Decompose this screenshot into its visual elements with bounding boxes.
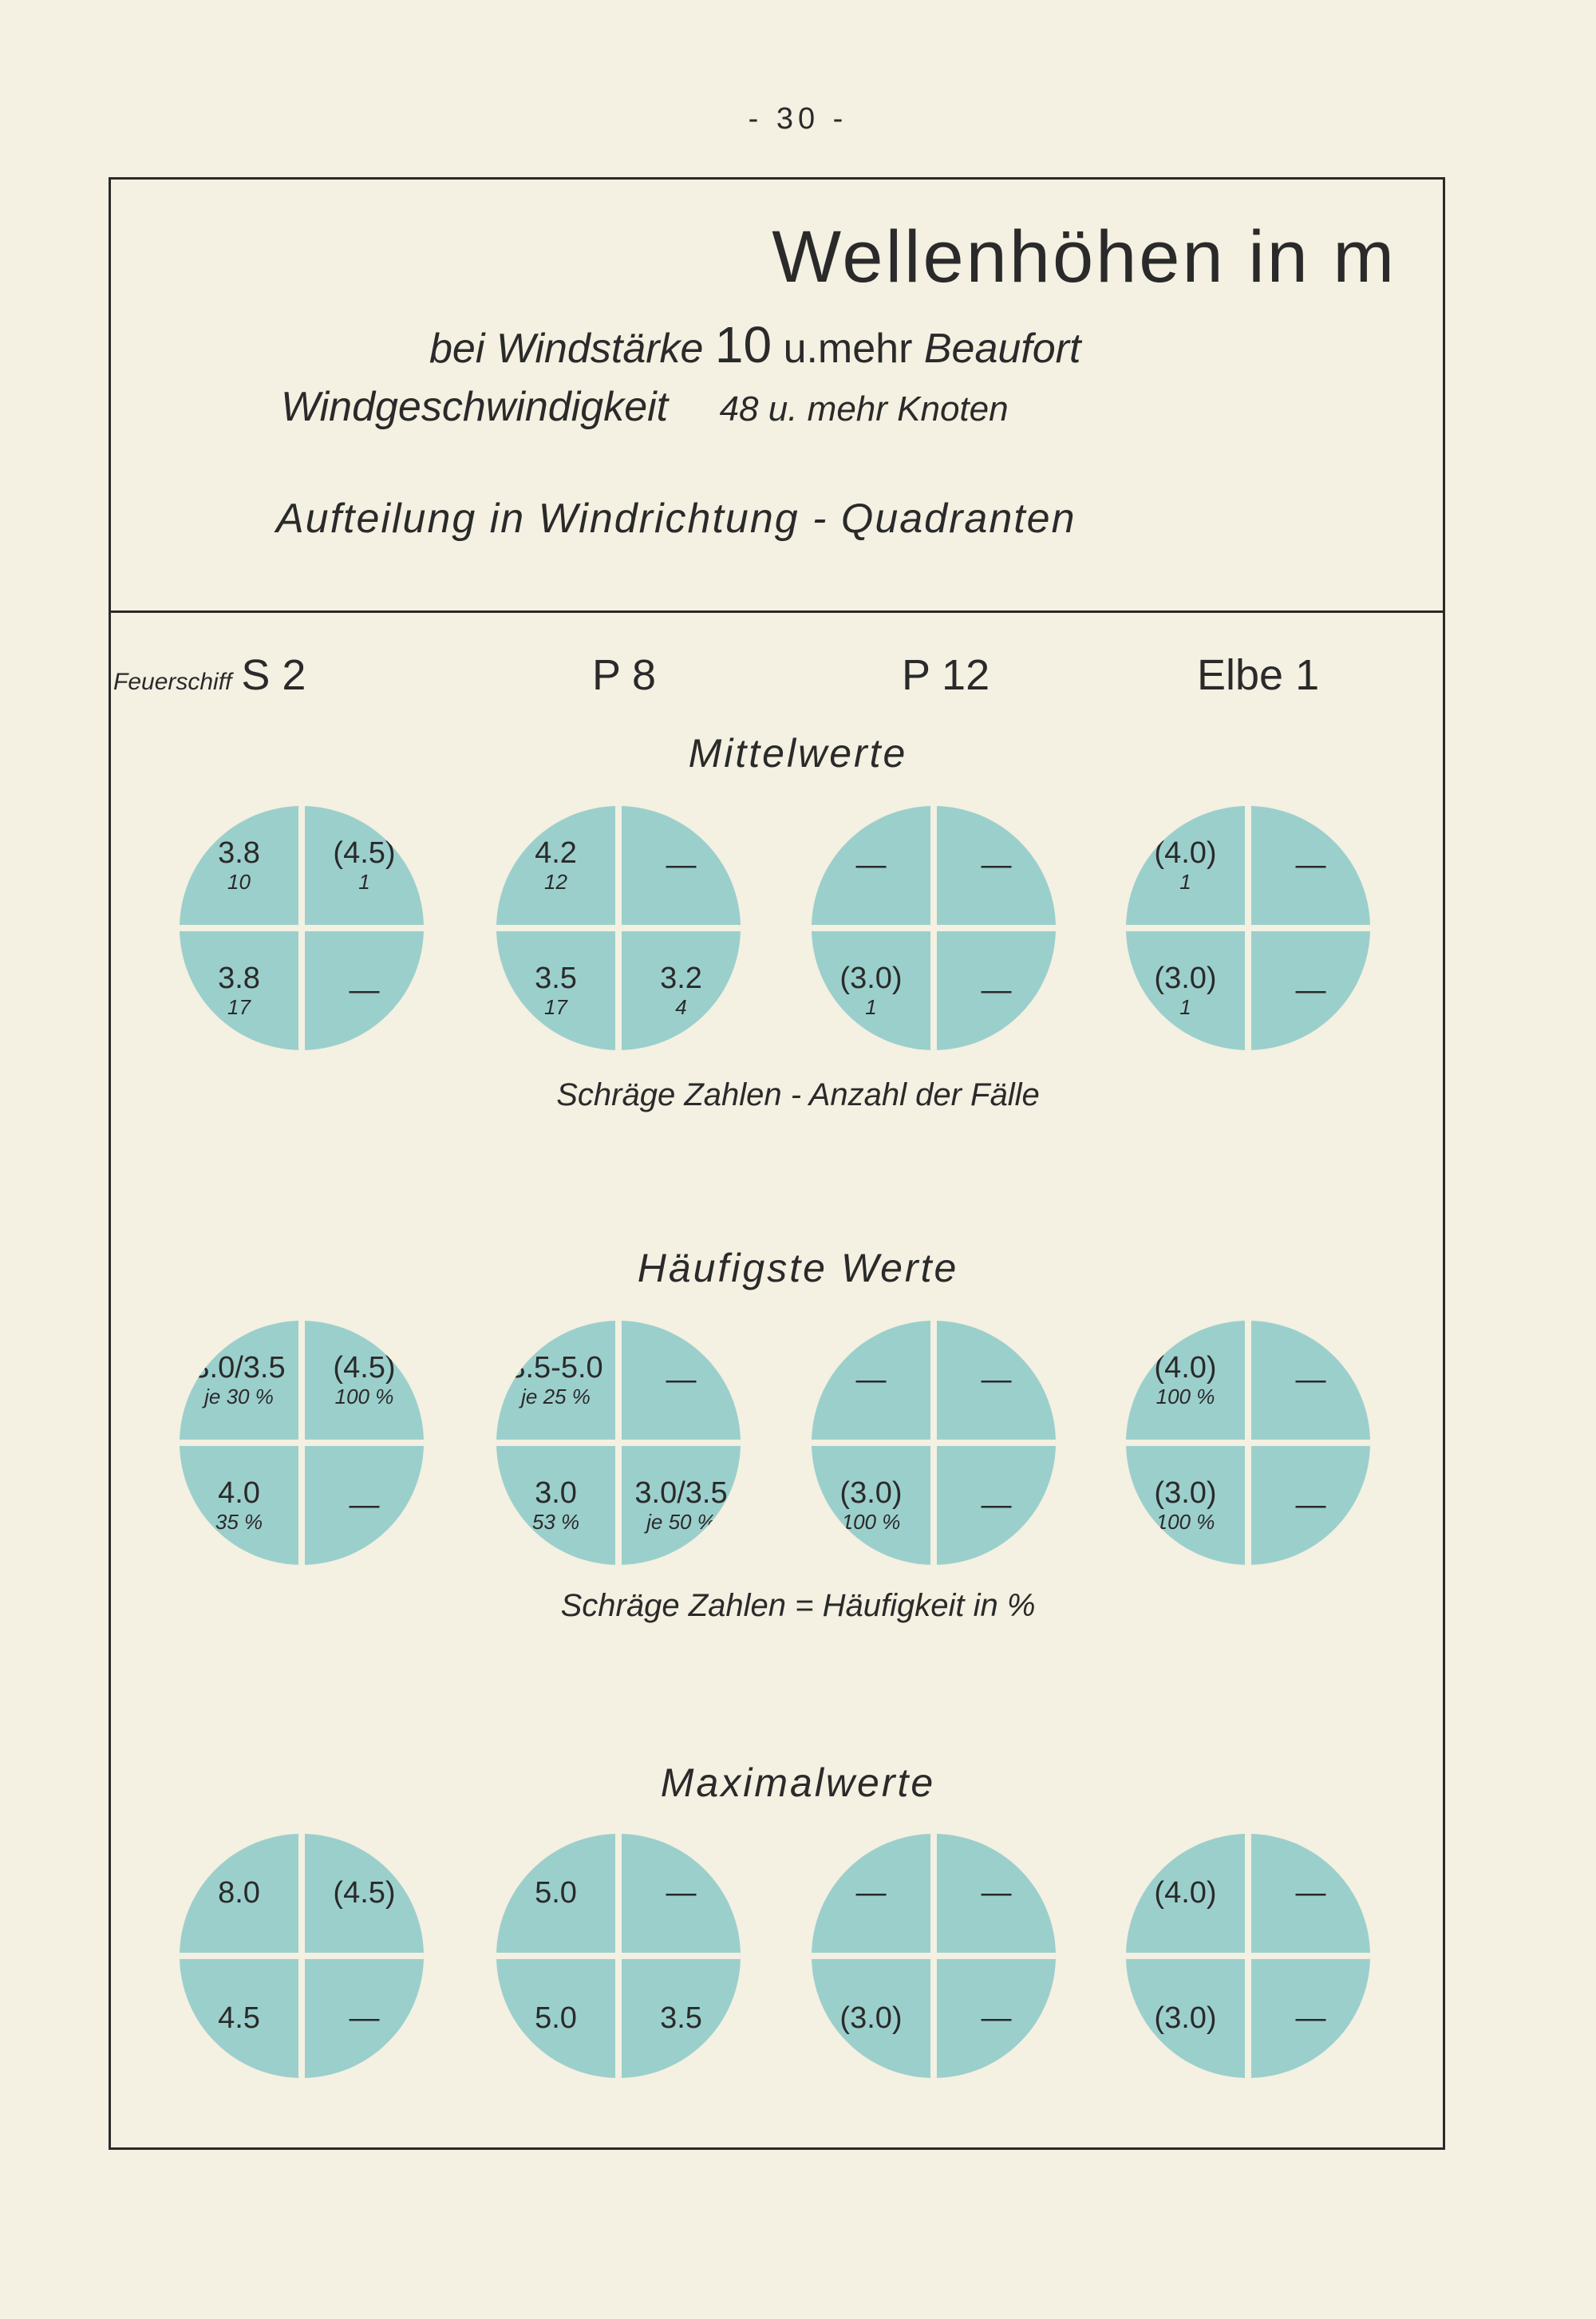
quadrant-tl [180, 1834, 298, 1953]
wave-height-value: 3.0/3.5 [192, 1351, 286, 1385]
case-annotation: 4 [675, 995, 687, 1020]
wave-height-value: — [1295, 847, 1326, 882]
case-annotation: 12 [544, 870, 567, 895]
quadrant-br [305, 1959, 424, 2078]
quadrant-disk [812, 1834, 1056, 2078]
wave-height-value: — [349, 2001, 380, 2035]
wave-height-value: — [666, 1875, 697, 1910]
wave-height-value: 3.0/3.5 [634, 1476, 728, 1511]
quadrant-disk [812, 1321, 1056, 1565]
quadrant-bl [812, 1446, 930, 1565]
case-annotation: je 25 % [521, 1385, 591, 1409]
quadrant-tl [1126, 806, 1245, 925]
wave-height-value: (4.5) [333, 836, 396, 871]
wave-height-value: — [666, 847, 697, 882]
quadrant-disk [1126, 806, 1370, 1050]
wind-force-number: 10 [714, 316, 772, 373]
wave-height-value: — [981, 847, 1012, 882]
quadrant-tl [496, 806, 615, 925]
quadrant-tr [937, 1321, 1056, 1440]
page-number: - 30 - [748, 102, 848, 136]
station-name: P 12 [902, 651, 990, 699]
case-annotation: je 50 % [646, 1510, 716, 1535]
quadrant-br [937, 1446, 1056, 1565]
wave-height-value: (3.0) [1154, 962, 1217, 996]
quadrant-tl [180, 1321, 298, 1440]
quadrant-bl [496, 931, 615, 1050]
station-prefix: Feuerschiff [113, 669, 232, 695]
quadrant-tr [1251, 1834, 1370, 1953]
case-annotation: 17 [227, 995, 251, 1020]
quadrant-tr [1251, 806, 1370, 925]
note-most-frequent: Schräge Zahlen = Häufigkeit in % [560, 1588, 1036, 1623]
wave-height-value: — [1295, 973, 1326, 1007]
wave-height-value: (4.5) [333, 1875, 396, 1910]
quadrant-bl [1126, 1446, 1245, 1565]
case-annotation: 100 % [1156, 1510, 1215, 1535]
quadrant-bl [1126, 931, 1245, 1050]
quadrant-bl [812, 1959, 930, 2078]
case-annotation: 53 % [531, 1510, 580, 1535]
quadrant-tl [180, 806, 298, 925]
quadrant-disk [1126, 1321, 1370, 1565]
quadrant-tr [937, 1834, 1056, 1953]
wave-height-value: (3.0) [839, 2001, 903, 2035]
quadrant-br [622, 1446, 741, 1565]
wind-speed-value: 48 u. mehr Knoten [719, 389, 1009, 429]
wind-force-mid: u.mehr [783, 326, 913, 372]
wave-height-value: 3.5 [535, 962, 577, 996]
wave-height-value: 3.2 [660, 962, 702, 996]
section-title-mean: Mittelwerte [688, 731, 908, 776]
wind-speed-label: Windgeschwindigkeit [281, 384, 669, 430]
quadrant-br [937, 1959, 1056, 2078]
wave-height-value: (4.0) [1154, 1875, 1217, 1910]
quadrant-tl [1126, 1321, 1245, 1440]
quadrant-br [1251, 1959, 1370, 2078]
quadrant-tr [622, 806, 741, 925]
wave-height-value: — [1295, 1487, 1326, 1522]
case-annotation: 17 [544, 995, 567, 1020]
quadrant-tr [937, 806, 1056, 925]
wave-height-value: (3.0) [1154, 2001, 1217, 2035]
quadrant-br [1251, 1446, 1370, 1565]
wave-height-value: — [981, 2001, 1012, 2035]
quadrant-bl [180, 1446, 298, 1565]
case-annotation: 35 % [215, 1510, 263, 1535]
quadrant-tr [305, 1834, 424, 1953]
wave-height-value: 4.5 [218, 2001, 260, 2035]
wave-height-value: 5.0 [535, 1875, 577, 1910]
quadrant-tl [496, 1834, 615, 1953]
case-annotation: 100 % [841, 1510, 901, 1535]
wave-height-value: — [855, 1875, 887, 1910]
case-annotation: 1 [865, 995, 877, 1020]
wave-height-value: — [981, 973, 1012, 1007]
wave-height-value: 3.5-5.0 [508, 1351, 603, 1385]
quadrant-disk [496, 806, 741, 1050]
case-annotation: 10 [227, 870, 251, 895]
quadrant-bl [180, 931, 298, 1050]
wind-force-line [429, 315, 1080, 374]
quadrant-disk [496, 1321, 741, 1565]
quadrant-line: Aufteilung in Windrichtung - Quadranten [276, 496, 1077, 542]
station-p12 [902, 650, 990, 700]
wave-height-value: (3.0) [839, 962, 903, 996]
quadrant-tl [812, 1321, 930, 1440]
quadrant-bl [496, 1446, 615, 1565]
station-p8 [592, 650, 656, 700]
wave-height-value: — [981, 1362, 1012, 1397]
wave-height-value: (3.0) [1154, 1476, 1217, 1511]
quadrant-bl [1126, 1959, 1245, 2078]
wave-height-value: 5.0 [535, 2001, 577, 2035]
wave-height-value: (3.0) [839, 1476, 903, 1511]
wave-height-value: 4.2 [535, 836, 577, 871]
quadrant-bl [812, 931, 930, 1050]
section-title-maximum: Maximalwerte [660, 1760, 936, 1805]
quadrant-tr [305, 1321, 424, 1440]
station-name: S 2 [241, 651, 306, 699]
quadrant-tr [622, 1834, 741, 1953]
quadrant-disk [180, 806, 424, 1050]
case-annotation: 1 [1179, 870, 1191, 895]
quadrant-bl [496, 1959, 615, 2078]
note-mean: Schräge Zahlen - Anzahl der Fälle [556, 1077, 1040, 1112]
wave-height-value: 3.0 [535, 1476, 577, 1511]
quadrant-disk [812, 806, 1056, 1050]
wave-height-value: 3.8 [218, 836, 260, 871]
case-annotation: 1 [1179, 995, 1191, 1020]
quadrant-disk [1126, 1834, 1370, 2078]
quadrant-disk [496, 1834, 741, 2078]
quadrant-br [305, 931, 424, 1050]
quadrant-tl [812, 1834, 930, 1953]
figure-title: Wellenhöhen in m [772, 216, 1396, 298]
wave-height-value: 8.0 [218, 1875, 260, 1910]
quadrant-br [622, 931, 741, 1050]
wave-height-value: (4.0) [1154, 836, 1217, 871]
station-name: P 8 [592, 651, 657, 699]
wave-height-value: 3.8 [218, 962, 260, 996]
quadrant-tl [1126, 1834, 1245, 1953]
station-elbe1 [1197, 650, 1319, 700]
quadrant-disk [180, 1834, 424, 2078]
quadrant-tr [305, 806, 424, 925]
wave-height-value: — [1295, 1362, 1326, 1397]
wave-height-value: (4.5) [333, 1351, 396, 1385]
wave-height-value: 4.0 [218, 1476, 260, 1511]
case-annotation: 100 % [334, 1385, 394, 1409]
quadrant-disk [180, 1321, 424, 1565]
wave-height-value: — [1295, 2001, 1326, 2035]
wave-height-value: — [981, 1487, 1012, 1522]
header-divider [109, 610, 1445, 613]
case-annotation: je 30 % [204, 1385, 274, 1409]
wave-height-value: — [1295, 1875, 1326, 1910]
case-annotation: 100 % [1156, 1385, 1215, 1409]
wave-height-value: (4.0) [1154, 1351, 1217, 1385]
quadrant-bl [180, 1959, 298, 2078]
quadrant-tr [622, 1321, 741, 1440]
quadrant-br [305, 1446, 424, 1565]
wave-height-value: — [981, 1875, 1012, 1910]
quadrant-br [937, 931, 1056, 1050]
wave-height-value: — [855, 847, 887, 882]
quadrant-tr [1251, 1321, 1370, 1440]
quadrant-tl [496, 1321, 615, 1440]
station-name: Elbe 1 [1197, 651, 1320, 699]
section-title-most-frequent: Häufigste Werte [637, 1246, 959, 1290]
wind-force-prefix: bei Windstärke [429, 326, 704, 372]
wind-speed-line [281, 383, 1009, 431]
quadrant-tl [812, 806, 930, 925]
quadrant-br [622, 1959, 741, 2078]
wave-height-value: — [666, 1362, 697, 1397]
wave-height-value: — [349, 1487, 380, 1522]
wave-height-value: — [349, 973, 380, 1007]
quadrant-br [1251, 931, 1370, 1050]
station-s2 [113, 650, 306, 700]
wave-height-value: — [855, 1362, 887, 1397]
wave-height-value: 3.5 [660, 2001, 702, 2035]
case-annotation: 1 [358, 870, 370, 895]
wind-force-unit: Beaufort [923, 326, 1081, 372]
